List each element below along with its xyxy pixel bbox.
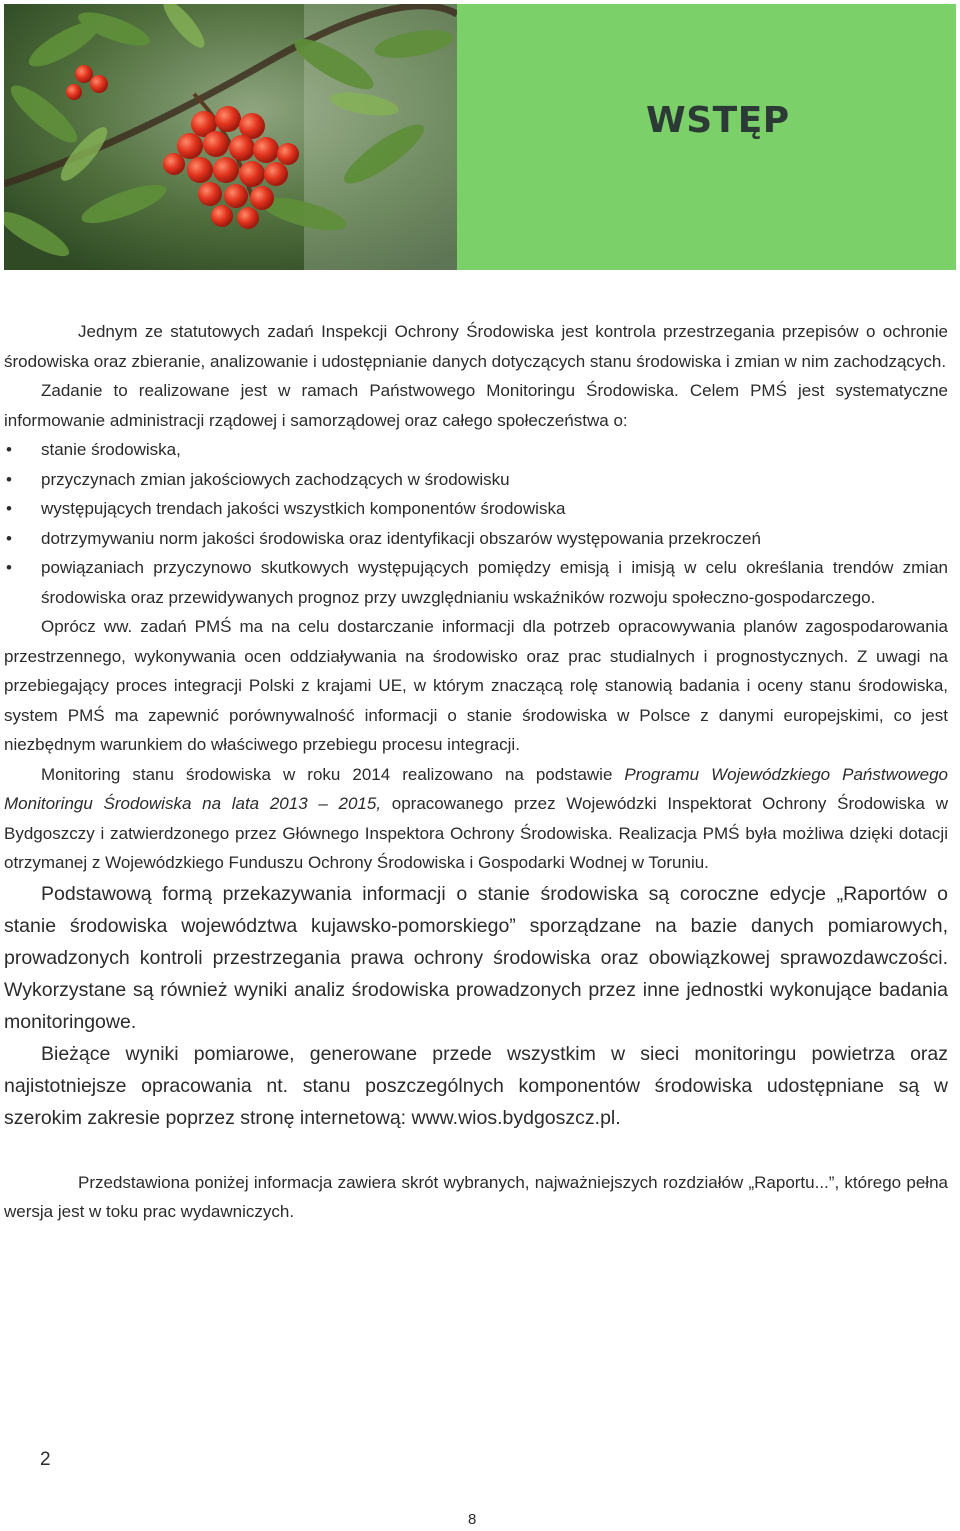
rowan-berries-photo bbox=[4, 4, 457, 270]
list-item: • przyczynach zmian jakościowych zachodzących w środowisku bbox=[4, 465, 948, 495]
list-item: • dotrzymywaniu norm jakości środowiska oraz identyfikacji obszarów występowania przekroczeń bbox=[4, 524, 948, 554]
paragraph-other-tasks: Oprócz ww. zadań PMŚ ma na celu dostarczanie informacji dla potrzeb opracowywania planów zagospodarowania przestrzennego, wykonywania ocen oddziaływania na środowisko oraz prac studialnych i prognostycznych. Z uwagi na przebiegający proces integracji Polski z krajami UE, w którym znaczącą rolę stanowią badania i oceny stanu środowiska, system PMŚ ma zapewnić porównywalność informacji o stanie środowiska w Polsce z danymi europejskimi, co jest niezbędnym warunkiem do właściwego przebiegu procesu integracji. bbox=[4, 617, 948, 754]
paragraph-pms: Zadanie to realizowane jest w ramach Państwowego Monitoringu Środowiska. Celem PMŚ jest systematyczne informowanie administracji rządowej i samorządowej oraz całego społeczeństwa o: bbox=[4, 381, 948, 430]
program-title: Programu Wojewódzkiego Państwowego Monitoringu Środowiska na lata 2013 – 2015, bbox=[4, 764, 948, 813]
page-number-footer: 8 bbox=[468, 1511, 477, 1528]
list-item: • stanie środowiska, bbox=[4, 435, 948, 465]
paragraph-summary-note: Przedstawiona poniżej informacja zawiera skrót wybranych, najważniejszych rozdziałów „Raportu...”, którego pełna wersja jest w toku prac wydawniczych. bbox=[4, 1172, 948, 1221]
bullet-icon: • bbox=[6, 528, 12, 548]
paragraph-reports: Podstawową formą przekazywania informacji o stanie środowiska są coroczne edycje „Raportów o stanie środowiska województwa kujawsko-pomorskiego” sporządzane na bazie danych pomiarowych, prowadzonych kontroli przestrzegania prawa ochrony środowiska oraz obowiązkowej sprawozdawczości. Wykorzystane są również wyniki analiz środowiska prowadzonych przez inne jednostki wykonujące badania monitoringowe. bbox=[4, 882, 948, 1033]
page-header bbox=[4, 4, 956, 270]
list-item: • powiązaniach przyczynowo skutkowych występujących pomiędzy emisją i imisją w celu określania trendów zmian środowiska oraz przewidywanych prognoz przy uwzględnianiu wskaźników rozwoju społeczno-gospodarczego. bbox=[4, 553, 948, 612]
bullet-icon: • bbox=[6, 499, 12, 518]
bullet-icon: • bbox=[6, 558, 12, 577]
page-title: WSTĘP bbox=[646, 100, 790, 141]
pms-goals-list bbox=[4, 435, 948, 612]
list-item: • występujących trendach jakości wszystkich komponentów środowiska bbox=[4, 494, 948, 524]
paragraph-website: Bieżące wyniki pomiarowe, generowane przede wszystkim w sieci monitoringu powietrza oraz najistotniejsze opracowania nt. stanu poszczególnych komponentów środowiska udostępniane są w szerokim zakresie poprzez stronę internetową: www.wios.bydgoszcz.pl. bbox=[4, 1042, 948, 1129]
document-body bbox=[4, 317, 948, 1227]
page-number: 2 bbox=[40, 1449, 51, 1470]
paragraph-monitoring-2014: Monitoring stanu środowiska w roku 2014 realizowano na podstawie Programu Wojewódzkiego Państwowego Monitoringu Środowiska na lata 2013 – 2015, opracowanego przez Wojewódzki Inspektorat Ochrony Środowiska w Bydgoszczy i zatwierdzonego przez Głównego Inspektora Ochrony Środowiska. Realizacja PMŚ była możliwa dzięki dotacji otrzymanej z Wojewódzkiego Funduszu Ochrony Środowiska i Gospodarki Wodnej w Toruniu. bbox=[4, 764, 948, 872]
paragraph-intro: Jednym ze statutowych zadań Inspekcji Ochrony Środowiska jest kontrola przestrzegania przepisów o ochronie środowiska oraz zbieranie, analizowanie i udostępnianie danych dotyczących stanu środowiska i zmian w nim zachodzących. bbox=[4, 322, 948, 371]
bullet-icon: • bbox=[6, 440, 12, 459]
bullet-icon: • bbox=[6, 469, 12, 489]
